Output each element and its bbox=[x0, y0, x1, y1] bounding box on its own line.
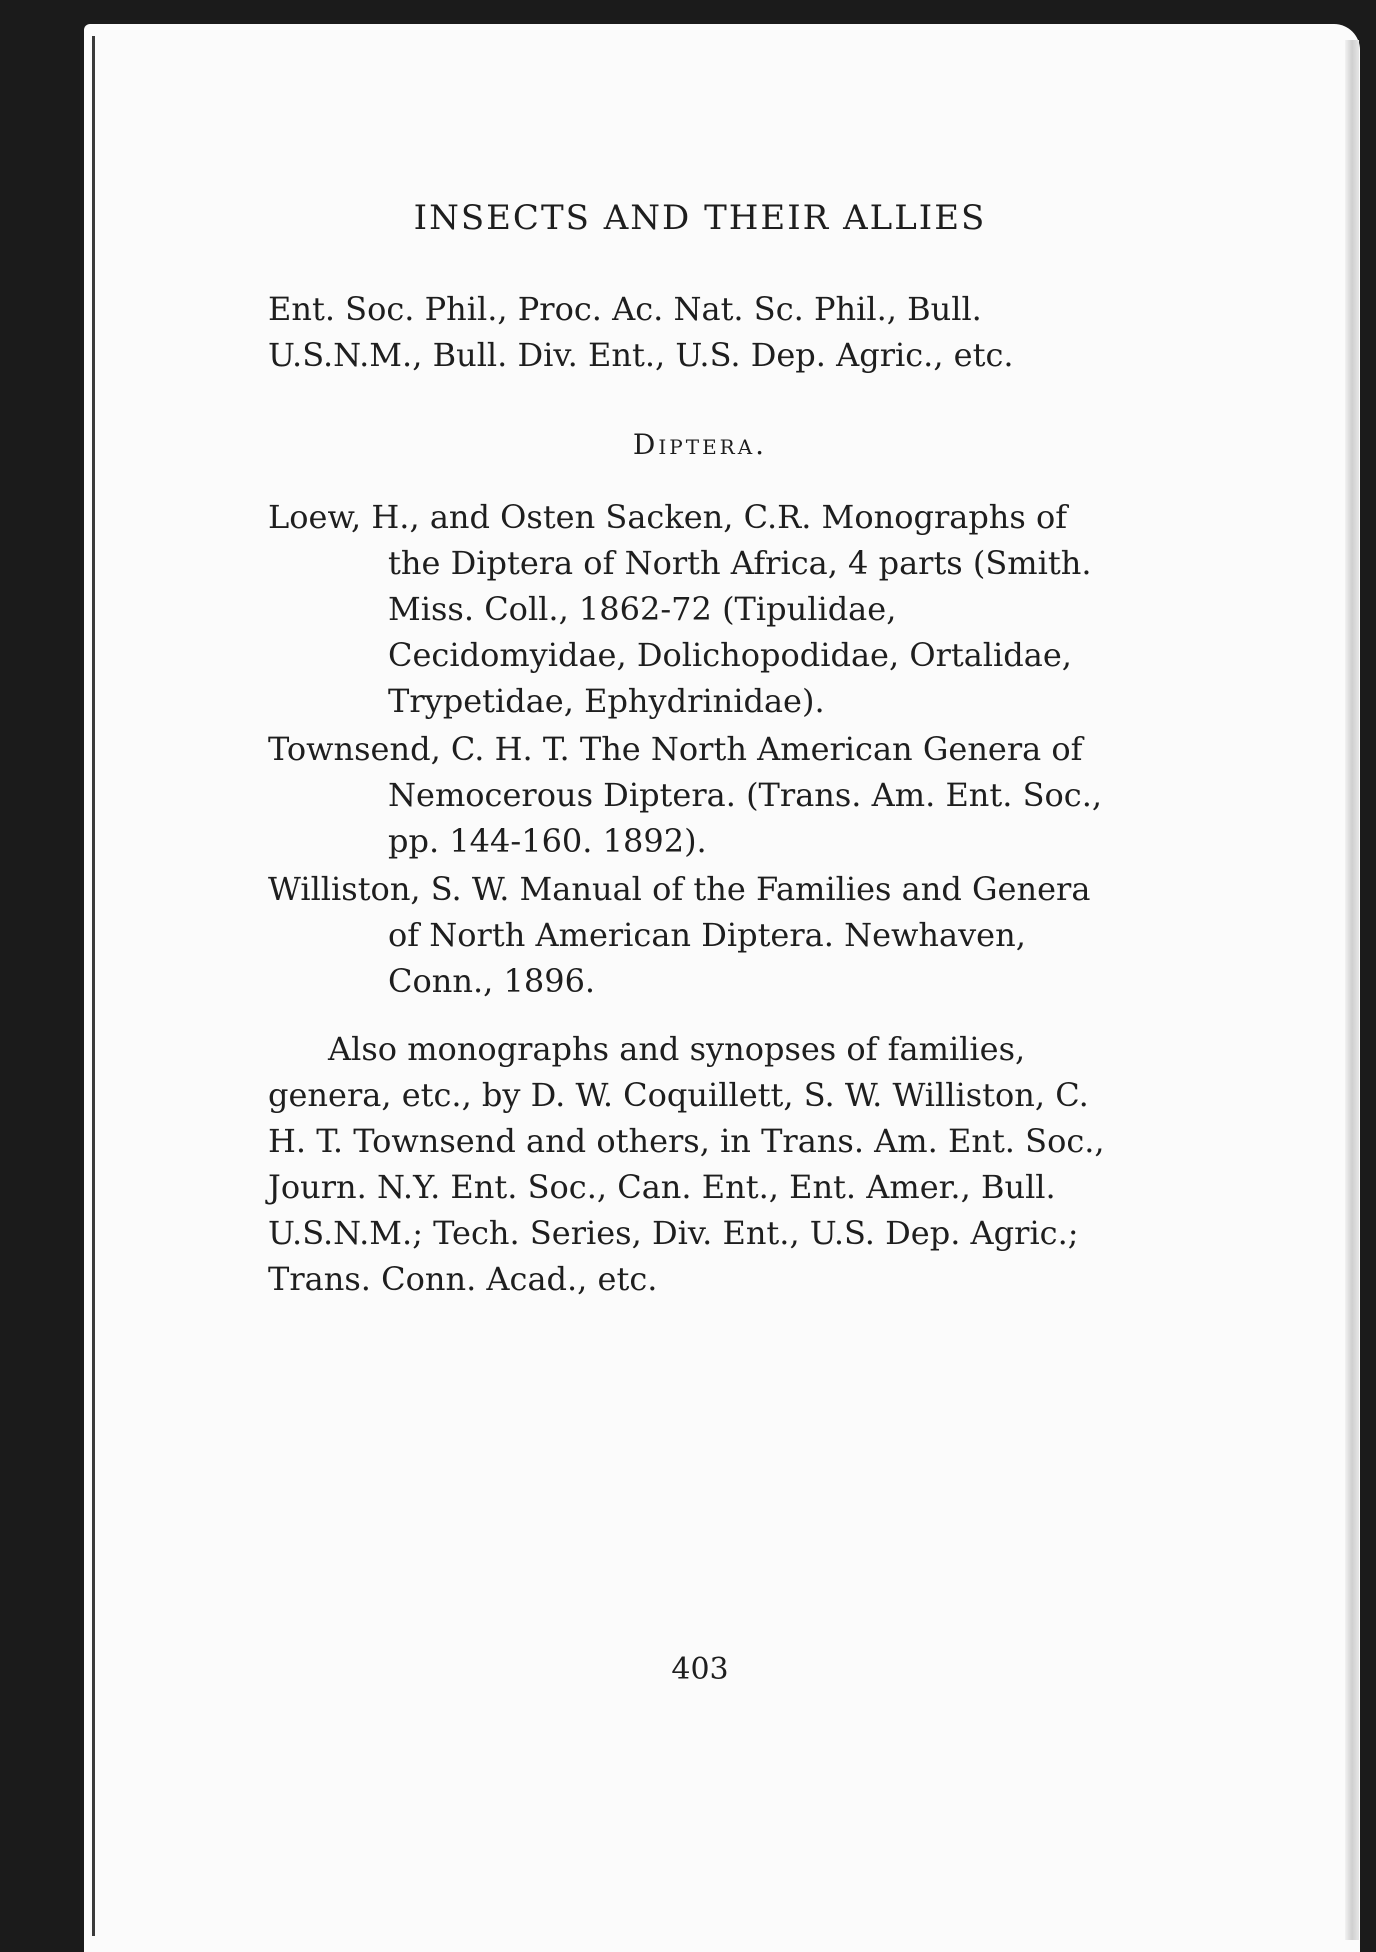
reference-entry: Townsend, C. H. T. The North American Genera of Nemocerous Diptera. (Trans. Am. Ent. Soc., pp. 144-160. 1892). bbox=[268, 730, 1103, 860]
running-head: INSECTS AND THEIR ALLIES bbox=[413, 198, 987, 238]
closing-note: Also monographs and synopses of families, genera, etc., by D. W. Coquillett, S. W. Williston, C. H. T. Townsend and others, in Trans. Am. Ent. Soc., Journ. N.Y. Ent. Soc., Can. Ent., Ent. Amer., Bull. U.S.N.M.; Tech. Series, Div. Ent., U.S. Dep. Agric.; Trans. Conn. Acad., etc. bbox=[268, 1030, 1105, 1298]
page-fore-edge bbox=[1345, 40, 1359, 1940]
reference-entry: Loew, H., and Osten Sacken, C.R. Monographs of the Diptera of North Africa, 4 parts (Smith. Miss. Coll., 1862-72 (Tipulidae, Cecidomyidae, Dolichopodidae, Ortalidae, Trypetidae, Ephydrinidae). bbox=[268, 498, 1092, 720]
page-number: 403 bbox=[671, 1652, 729, 1687]
intro-paragraph: Ent. Soc. Phil., Proc. Ac. Nat. Sc. Phil., Bull. U.S.N.M., Bull. Div. Ent., U.S. Dep. Agric., etc. bbox=[268, 290, 1014, 374]
section-heading: Diptera. bbox=[632, 428, 768, 461]
reference-entry: Williston, S. W. Manual of the Families and Genera of North American Diptera. Newhaven, Conn., 1896. bbox=[268, 870, 1091, 1000]
binding-gutter bbox=[92, 36, 95, 1936]
reference-list bbox=[268, 494, 1118, 1006]
